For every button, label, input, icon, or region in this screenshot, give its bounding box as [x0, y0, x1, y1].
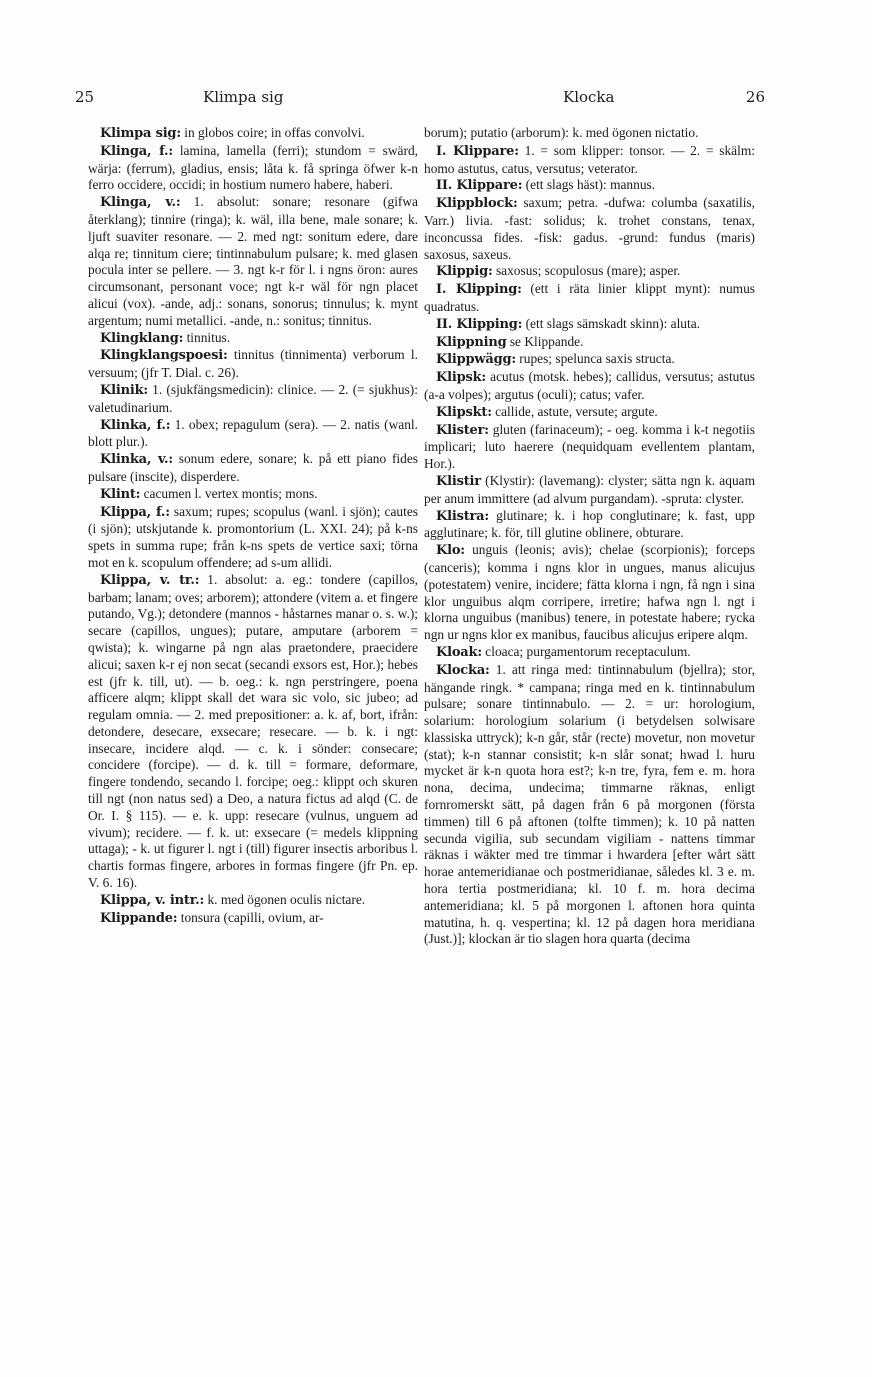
- entry-headword: Kloak:: [436, 644, 482, 660]
- entry-headword: Klister:: [436, 422, 489, 438]
- entry-headword: Klo:: [436, 543, 465, 559]
- entry-headword: Klinka, v.:: [100, 452, 173, 468]
- entry-definition: tinnitus (tinnimenta) verborum l. versuum; (jfr T. Dial. c. 26).: [88, 347, 418, 381]
- entry: [424, 542, 755, 644]
- entry: [88, 486, 418, 504]
- entry-definition: saxum; rupes; scopulus (wanl. i sjön); cautes (i sjön); utskjutande k. promontorium (L. XXI. 24); på k-ns spets in summa rupe; från k-ns spets de vertice saxi; törna mot en k. scopulum offendere; ad s-um allidi.: [88, 503, 418, 570]
- right-column: [424, 125, 755, 948]
- entry-definition: lamina, lamella (ferri); stundom = swärd, wärja: (ferrum), gladius, ensis; låta k. få springa öfwer k-n ferro occidere, occidi; in hostium numero habere, haberi.: [88, 142, 419, 193]
- entry: [424, 177, 755, 195]
- entry-headword: Klistir: [436, 473, 481, 489]
- entry-headword: Klipskt:: [436, 404, 492, 420]
- entry-headword: Klinka, f.:: [100, 417, 171, 433]
- entry-definition: k. med ögonen oculis nictare.: [204, 891, 366, 907]
- entry-definition: borum); putatio (arborum): k. med ögonen nictatio.: [424, 125, 699, 140]
- entry-headword: Klipsk:: [436, 370, 486, 386]
- entry-headword: Klippa, v. tr.:: [100, 572, 200, 588]
- entry-definition: cacumen l. vertex montis; mons.: [140, 485, 318, 501]
- entry: [88, 347, 418, 382]
- entry-definition: (ett slags häst): mannus.: [522, 177, 656, 193]
- entry: [88, 382, 418, 417]
- entry: [424, 195, 755, 263]
- entry-headword: Klippblock:: [436, 196, 518, 212]
- entry-definition: tonsura (capilli, ovium, ar-: [177, 909, 324, 925]
- entry-definition: 1. att ringa med: tintinnabulum (bjellra); stor, hängande ringk. * campana; ringa med en k. tintinnabulum pulsare; sonare tintinnabulo. — 2. = ur: horologium, solarium: horologium solarium (i betydelsen solwisare klassiska uttryck); k-n går, står (recte) movetur, non movetur (stat); k-n stannar consistit; k-n slår sonat; hwad l. huru mycket är k-n quota hora est?; k-n tre, fyra, fem e. m. hora nona, decima, undecima; timmarne räknas, enligt fornromerskt sätt, på dagen från 6 på morgonen (första timmen) till 6 på aftonen (tolfte timmen); k. 10 på natten secunda vigilia, sub secundam vigiliam - nattens timmar räknas i wäkter med tre timmar i hwardera [efter wårt sätt horae antemeridianae och postmeridianae, således kl. 3 e. m. hora tertia postmeridiana; kl. 10 f. m. hora decima antemeridiana; kl. 5 på morgonen l. aftonen hora quinta matutina, h. q. vespertina; kl. 12 på dagen hora meridiana (Just.)]; klockan är tio slagen hora quarta (decima: [424, 661, 755, 947]
- entry-continuation: [424, 125, 755, 143]
- entry: [424, 351, 755, 369]
- entry: [424, 334, 755, 352]
- left-guide-word: Klimpa sig: [203, 88, 284, 106]
- entry-headword: Klimpa sig:: [100, 126, 181, 141]
- entry: [88, 125, 418, 143]
- entry-headword: II. Klipping:: [436, 316, 523, 332]
- entry-definition: (Klystir): (lavemang): clyster; sätta ngn k. aquam per anum immittere (ad alvum purgandam). -spruta: clyster.: [424, 472, 755, 506]
- entry: [88, 572, 418, 892]
- right-page-number: 26: [745, 88, 765, 106]
- entry: [424, 662, 755, 949]
- entry: [424, 422, 755, 473]
- entry-headword: Klippning: [436, 334, 507, 350]
- entry-definition: unguis (leonis; avis); chelae (scorpionis); forceps (canceris); komma i ngns klor in ungues, manus alicujus (potestatem) venire, incidere; fätta klorna i ngn, få ngn i sina klor unguibus alqm corripere, irretire; hafwa ngn l. ngt i klorna unguibus (manibus) tenere, in potestate habere; rycka ngn ur ngns klor ex manibus, faucibus alicujus eripere alqm.: [424, 542, 755, 643]
- entry-definition: se Klippande.: [506, 333, 584, 349]
- entry-headword: Klistra:: [436, 508, 489, 524]
- entry: [424, 281, 755, 316]
- entry: [424, 143, 755, 178]
- entry-definition: in globos coire; in offas convolvi.: [180, 125, 365, 140]
- entry-definition: 1. obex; repagulum (sera). — 2. natis (wanl. blott plur.).: [88, 416, 418, 450]
- entry-headword: Klocka:: [436, 662, 490, 678]
- entry-definition: (ett slags sämskadt skinn): aluta.: [522, 315, 701, 331]
- entry-headword: Klippande:: [100, 910, 178, 926]
- entry-headword: Klint:: [100, 486, 141, 502]
- entry-headword: Klippa, f.:: [100, 504, 170, 520]
- entry-definition: sonum edere, sonare; k. på ett piano fides pulsare (inscite), disperdere.: [88, 451, 419, 484]
- entry: [424, 473, 755, 508]
- entry-definition: tinnitus.: [183, 329, 231, 345]
- left-column: [88, 125, 418, 927]
- entry-headword: Klingklang:: [100, 330, 184, 346]
- entry-definition: 1. absolut: sonare; resonare (gifwa återklang); tinnire (ringa); k. wäl, illa bene, male sonare; k. ljuft suaviter resonare. — 2. med ngt: sonitum edere, dare alqa re; tinnitum ciere; tintinnabulum pulsare; k. med glasen pocula inter se pellere. — 3. ngt k-r för l. i ngns öron: aures circumsonant, personant voce; ngt k-r wäl för ngn placet alicui (vox). -ande, adj.: sonans, sonorus; tinnulus; k. mynt argentum; numi metallici. -ande, n.: sonitus; tinnitus.: [88, 194, 418, 328]
- entry-headword: Klinga, v.:: [100, 195, 181, 211]
- entry: [424, 644, 755, 662]
- entry-headword: II. Klippare:: [436, 178, 523, 194]
- entry-definition: (ett i räta linier klippt mynt): numus quadratus.: [424, 281, 755, 314]
- entry: [88, 194, 418, 329]
- entry: [88, 504, 418, 572]
- entry: [424, 508, 755, 543]
- entry: [88, 417, 418, 452]
- entry: [88, 143, 418, 194]
- entry-definition: 1. = som klipper: tonsor. — 2. = skälm: homo astutus, catus, versutus; veterator.: [424, 142, 755, 176]
- entry: [424, 404, 755, 422]
- entry-headword: I. Klipping:: [436, 282, 522, 298]
- entry: [424, 316, 755, 334]
- entry: [88, 910, 418, 928]
- entry-definition: glutinare; k. i hop conglutinare; k. fast, upp agglutinare; k. för, till glutine oblinere, obturare.: [424, 507, 755, 541]
- entry: [88, 451, 418, 486]
- entry-headword: Klinik:: [100, 382, 148, 398]
- entry-headword: Klippwägg:: [436, 352, 516, 368]
- entry-headword: Klippa, v. intr.:: [100, 892, 205, 908]
- entry-headword: Klinga, f.:: [100, 143, 173, 159]
- right-guide-word: Klocka: [563, 88, 615, 106]
- entry-headword: I. Klippare:: [436, 143, 519, 159]
- entry-definition: callide, astute, versute; argute.: [491, 403, 658, 419]
- entry: [424, 263, 755, 281]
- entry-definition: cloaca; purgamentorum receptaculum.: [481, 643, 691, 659]
- entry-definition: saxosus; scopulosus (mare); asper.: [492, 263, 681, 279]
- entry-definition: gluten (farinaceum); - oeg. komma i k-t negotiis implicari; luto haerere (nequidquam evellentem plantam, Hor.).: [424, 421, 755, 472]
- entry: [424, 369, 755, 404]
- entry: [88, 892, 418, 910]
- page-header: [75, 88, 765, 112]
- entry-definition: rupes; spelunca saxis structa.: [515, 351, 675, 367]
- entry-headword: Klingklangspoesi:: [100, 348, 228, 364]
- entry-headword: Klippig:: [436, 264, 493, 280]
- entry: [88, 330, 418, 348]
- entry-definition: acutus (motsk. hebes); callidus, versutus; astutus (a-a volpes); argutus (oculi); catus; vafer.: [424, 369, 755, 402]
- entry-definition: 1. (sjukfängsmedicin): clinice. — 2. (= sjukhus): valetudinarium.: [88, 381, 418, 415]
- left-page-number: 25: [75, 88, 95, 106]
- entry-definition: saxum; petra. -dufwa: columba (saxatilis, Varr.) livia. -fast: solidus; k. trohet constans, tenax, inconcussa fides. -fisk: gadus. -grund: fundus (maris) saxosus, saxeus.: [424, 195, 755, 262]
- entry-definition: 1. absolut: a. eg.: tondere (capillos, barbam; lanam; oves; arborem); attondere (vitem a. et fingere putando, Vg.); detondere (mannos - håstarnes manar o. s. w.); secare (capillos, ungues); putare, amputare (arborem = qwista); k. wingarne på ngn alas praetondere, praecidere alicui; saxen k-r ej non secat (secandi exsors est, Hor.); hebes est (jfr k. till, ut). — b. oeg.: k. ngn perstringere, poena afficere alqm; klippt skall det wara sic volo, sic jubeo; ad regulam omnia. — 2. med prepositioner: a. k. af, bort, ifrån: detondere, desecare, exsecare; resecare. — b. k. i ngt: insecare, incidere alqd. — c. k. i sönder: consecare; concidere (forcipe). — d. k. till = formare, deformare, fingere tondendo, secando l. forcipe; oeg.: klippt och skuren till ngt (non natus sed) a Deo, a natura fictus ad alqd (C. de Or. I. § 115). — e. k. upp: resecare (vulnus, unguem ad vivum); recidere. — f. k. ut: exsecare (= medels klippning uttaga); - k. ut figurer l. ngt i (till) figurer insectis arboribus l. chartis formas fingere, arbores in formas fingere (jfr Pn. ep. V. 6. 16).: [88, 571, 419, 891]
